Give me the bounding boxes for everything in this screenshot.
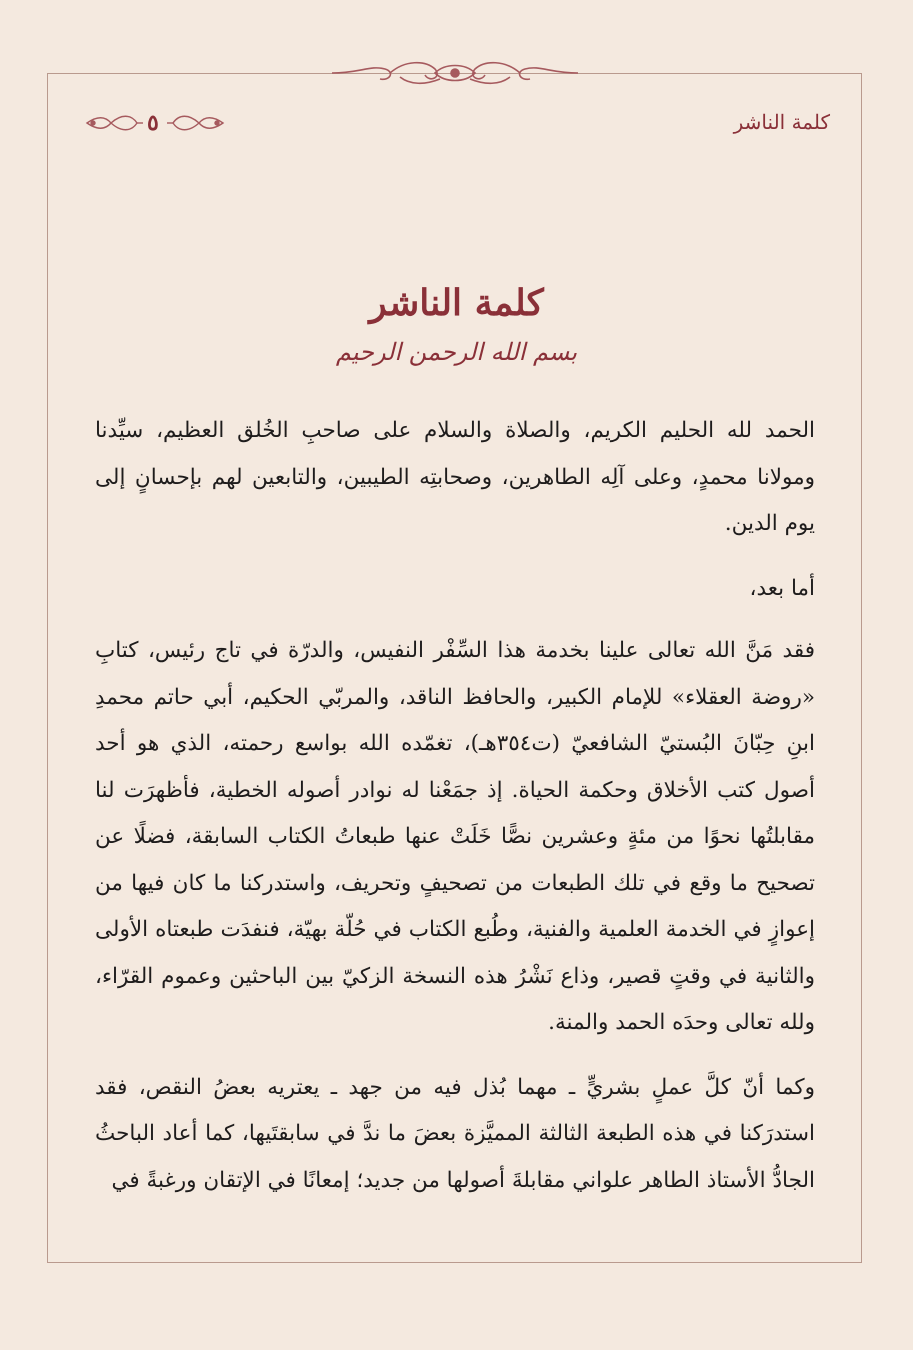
page-header xyxy=(75,98,835,158)
top-ornament-icon xyxy=(330,55,580,91)
chapter-title: كلمة الناشر xyxy=(369,282,544,324)
running-title: كلمة الناشر xyxy=(733,110,830,134)
page-number-ornament xyxy=(85,108,225,138)
basmala-calligraphy: بسم الله الرحمن الرحيم xyxy=(335,338,578,366)
paragraph: أما بعد، xyxy=(749,575,815,601)
paragraph: الحمد لله الحليم الكريم، والصلاة والسلام على صاحبِ الخُلق العظيم، سيِّدنا ومولانا محمدٍ، وعلى آلِه الطاهرين، وصحابتِه الطيبين، والتابعين لهم بإحسانٍ إلى يوم الدين. xyxy=(95,418,815,536)
paragraph: فقد مَنَّ الله تعالى علينا بخدمة هذا السِّفْر النفيس، والدرّة في تاج رئيس، كتابِ «روضة العقلاء» للإمام الكبير، والحافظ الناقد، والمربّي الحكيم، أبي حاتم محمدِ ابنِ حِبّانَ البُستيّ الشافعيّ (ت٣٥٤هـ)، تغمّده الله بواسع رحمته، الذي هو أحد أصول كتب الأخلاق وحكمة الحياة. إذ جمَعْنا له نوادر أصوله الخطية، فأظهرَت لنا مقابلتُها نحوًا من مئةٍ وعشرين نصًّا خَلَتْ عنها طبعاتُ الكتاب السابقة، فضلًا عن تصحيح ما وقع في تلك الطبعات من تصحيفٍ وتحريف، واستدركنا ما كان فيها من إعوازٍ في الخدمة العلمية والفنية، وطُبع الكتاب في حُلّة بهيّة، فنفدَت طبعتاه الأولى والثانية في وقتٍ قصير، وذاع نَشْرُ هذه النسخة الزكيّ بين الباحثين وعموم القرّاء، ولله تعالى وحدَه الحمد والمنة. xyxy=(95,638,815,1035)
paragraph: وكما أنّ كلَّ عملٍ بشريٍّ ـ مهما بُذل فيه من جهد ـ يعتريه بعضُ النقص، فقد استدرَكنا في هذه الطبعة الثالثة المميَّزة بعضَ ما ندَّ في سابقتَيها، كما أعاد الباحثُ الجادُّ الأستاذ الطاهر علواني مقابلةَ أصولها من جديد؛ إمعانًا في الإتقان ورغبةً في xyxy=(95,1074,815,1193)
page-number: ٥ xyxy=(147,110,159,136)
body-text xyxy=(95,408,815,1222)
